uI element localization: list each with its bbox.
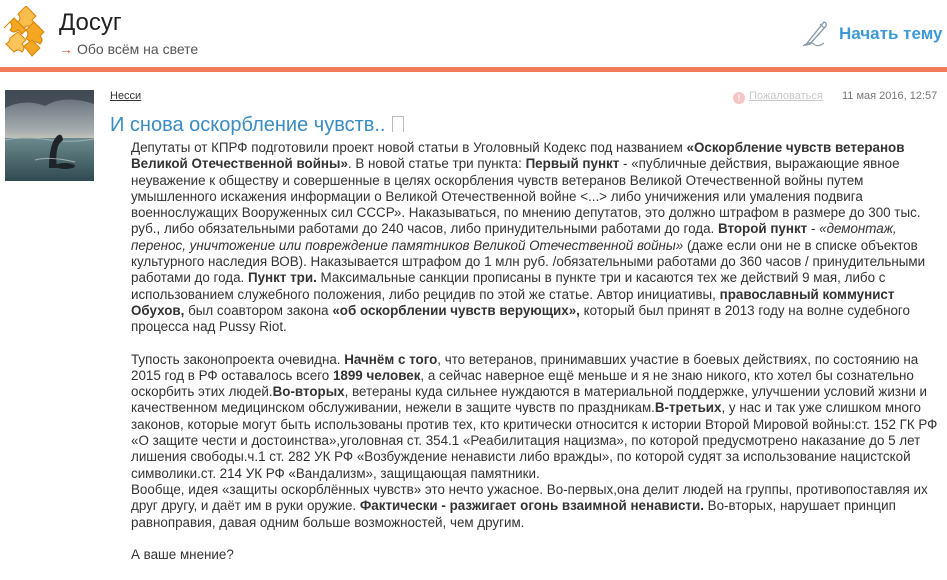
text-run: . В новой статье три пункта: bbox=[347, 156, 526, 172]
text-run: 1899 человек bbox=[332, 367, 421, 383]
post-question: А ваше мнение? bbox=[131, 546, 234, 562]
text-run: Во-вторых, нарушает принцип равноправия, давая одним больше возможностей, чем другим. bbox=[131, 498, 896, 530]
text-run: Вообще, идея «защиты оскорблённых чувств» это нечто ужасное. Во-первых,она делит людей на группы, противопоставляя их друг другу, и даёт им в руки оружие. bbox=[131, 481, 928, 514]
warning-icon: ! bbox=[733, 92, 745, 104]
post-date: 11 мая 2016, 12:57 bbox=[842, 90, 938, 102]
new-topic-button[interactable] bbox=[800, 16, 947, 50]
text-run: «Оскорбление чувств ветеранов Великой Отечественной войны» bbox=[131, 140, 905, 172]
text-run: Во-вторых bbox=[272, 384, 345, 400]
text-run: Начнём с того bbox=[344, 351, 438, 367]
text-run: (даже если они не в списке объектов культурного наследия ВОВ). Наказывается штрафом до 1 млн руб. /обязательными работами до 360 часов / принудительными работами до года. bbox=[131, 237, 926, 286]
post-author-link[interactable]: Несси bbox=[110, 90, 142, 102]
text-run: Фактически - разжигает огонь взаимной ненависти. bbox=[359, 498, 704, 514]
text-run: , что ветеранов, принимавших участие в боевых действиях, по состоянию на 2015 год в РФ оставалось всего bbox=[131, 351, 919, 383]
text-run: Пункт три. bbox=[247, 270, 317, 286]
text-run: Тупость законопроекта очевидна. bbox=[131, 351, 345, 367]
text-run: , а сейчас наверное ещё меньше и я не знаю никого, кто хотел бы сознательно оскорбить этих людей. bbox=[131, 367, 914, 400]
category-subtitle-text: Обо всём на свете bbox=[77, 41, 199, 57]
text-run: Депутаты от КПРФ подготовили проект новой статьи в Уголовный Кодекс под названием bbox=[131, 140, 687, 155]
text-run: - «публичные действия, выражающие явное неуважение к обществу и совершенные в целях оскорбления чувств ветеранов Великой Отечественной войны путем умышленного искажения информации о Великой Отечественной войне <...> либо уничижения или умаления подвига военнослужащих Вооруженных сил СССР». Наказываться, по мнению депутатов, это должно штрафом в размере до 300 тыс. руб., либо обязательными работами до 240 часов, либо принудительными работами до года. bbox=[131, 156, 921, 237]
post-title[interactable] bbox=[110, 114, 404, 137]
post-paragraph-2 bbox=[131, 352, 943, 482]
forum-header bbox=[0, 0, 947, 68]
complain-label[interactable]: Пожаловаться bbox=[749, 90, 823, 102]
puzzle-logo-icon[interactable] bbox=[0, 6, 48, 60]
text-run: - bbox=[807, 221, 820, 237]
text-run: Максимальные санкции прописаны в пункте три и касаются тех же действий 9 мая, либо с использованием служебного положения, либо рецидив по этой же статье. Автор инициативы, bbox=[131, 270, 886, 302]
post-paragraph-1 bbox=[131, 140, 943, 336]
post-paragraph-3 bbox=[131, 482, 943, 531]
avatar[interactable] bbox=[5, 90, 94, 181]
new-topic-label[interactable]: Начать тему bbox=[839, 24, 943, 43]
post-title-text[interactable]: И снова оскорбление чувств.. bbox=[110, 114, 386, 136]
bookmark-icon[interactable] bbox=[392, 116, 404, 132]
post-body bbox=[131, 140, 943, 563]
arrow-right-icon: → bbox=[59, 41, 73, 57]
text-run: православный коммунист Обухов, bbox=[131, 286, 895, 318]
text-run: , ветераны куда сильнее нуждаются в материальной поддержке, улучшении условий жизни и качественном медицинском обслуживании, нежели в защите чувств по праздникам. bbox=[131, 384, 928, 416]
header-divider bbox=[0, 67, 947, 72]
pen-icon bbox=[800, 18, 830, 48]
complain-link[interactable] bbox=[733, 90, 823, 104]
text-run: «об оскорблении чувств верующих», bbox=[332, 302, 580, 318]
text-run: В-третьих bbox=[654, 400, 722, 416]
category-subtitle bbox=[59, 41, 198, 57]
text-run: был соавтором закона bbox=[184, 302, 333, 318]
text-run: «демонтаж, перенос, уничтожение или повреждение памятников Великой Отечественной войны» bbox=[131, 221, 897, 253]
category-title[interactable]: Досуг bbox=[59, 9, 122, 36]
text-run: , у нас и так уже слишком много законов, которые могут быть использованы против тех, кто критически относится к истории Второй Мировой войны:ст. 152 ГК РФ «О защите чести и достоинства»,уголовная ст. 354.1 «Реабилитация нацизма», по которой предусмотрено наказание до 5 лет лишения свободы.ч.1 ст. 282 УК РФ «Возбуждение ненависти либо вражды», по которой судят за использование нацистской символики.ст. 214 УК РФ «Вандализм», защищающая памятники. bbox=[131, 400, 938, 481]
text-run: который был принят в 2013 году на волне судебного процесса над Pussy Riot. bbox=[131, 302, 910, 335]
text-run: Первый пункт bbox=[525, 156, 620, 172]
text-run: Второй пункт bbox=[717, 221, 808, 237]
